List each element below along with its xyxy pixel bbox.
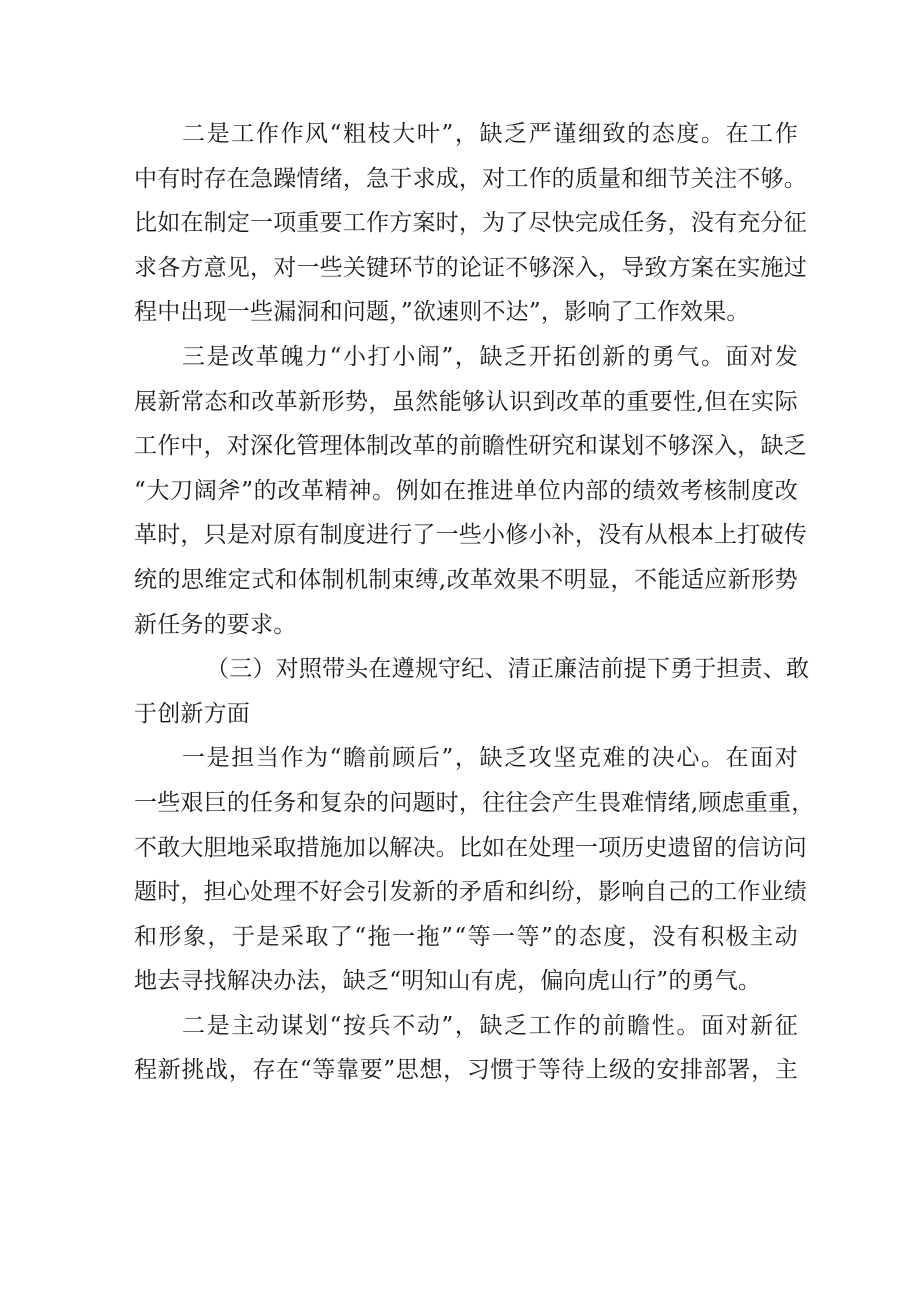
- text-line: （ 三 ） 对 照 带 头 在 遵 规 守 纪 、 清 正 廉 洁 前 提 下 勇 于 担 责 、 敢: [206, 656, 810, 683]
- text-line: 工 作 中 ， 对 深 化 管 理 体 制 改 革 的 前 瞻 性 研 究 和 谋 划 不 够 深 入 ， 缺 乏: [134, 433, 807, 460]
- text-line: 于创新方面: [134, 700, 250, 727]
- text-line: 程中出现一些漏洞和问题，”欲速则不达”，影响了工作效果。: [134, 299, 750, 326]
- text-line: “ 大 刀 阔 斧 ” 的 改 革 精 神 。 例 如 在 推 进 单 位 内 部 的 绩 效 考 核 制 度 改: [134, 477, 798, 504]
- text-line: 统 的 思 维 定 式 和 体 制 机 制 束 缚 , 改 革 效 果 不 明 显 ， 不 能 适 应 新 形 势: [134, 566, 798, 593]
- text-line: 三 是 改 革 魄 力 “ 小 打 小 闹 ” ， 缺 乏 开 拓 创 新 的 勇 气 。 面 对 发: [182, 343, 798, 370]
- text-line: 和 形 象 ， 于 是 采 取 了 “ 拖 一 拖 ” “ 等 一 等 ” 的 态 度 ， 没 有 积 极 主 动: [134, 923, 798, 950]
- text-line: 一 些 艰 巨 的 任 务 和 复 杂 的 问 题 时 ， 往 往 会 产 生 畏 难 情 绪 , 顾 虑 重 重 ，: [134, 789, 815, 816]
- text-line: 求 各 方 意 见 ， 对 一 些 关 键 环 节 的 论 证 不 够 深 入 ， 导 致 方 案 在 实 施 过: [134, 254, 807, 281]
- text-line: 比 如 在 制 定 一 项 重 要 工 作 方 案 时 ， 为 了 尽 快 完 成 任 务 ， 没 有 充 分 征: [134, 210, 807, 237]
- text-line: 革 时 ， 只 是 对 原 有 制 度 进 行 了 一 些 小 修 小 补 ， 没 有 从 根 本 上 打 破 传: [134, 522, 807, 549]
- text-line: 中 有 时 存 在 急 躁 情 绪 ， 急 于 求 成 ， 对 工 作 的 质 量 和 细 节 关 注 不 够 。: [134, 165, 807, 192]
- text-line: 题 时 ， 担 心 处 理 不 好 会 引 发 新 的 矛 盾 和 纠 纷 ， 影 响 自 己 的 工 作 业 绩: [134, 879, 807, 906]
- text-line: 程 新 挑 战 ， 存 在 “ 等 靠 要 ” 思 想 ， 习 惯 于 等 待 上 级 的 安 排 部 署 ， 主: [134, 1057, 798, 1084]
- text-line: 新任务的要求。: [134, 611, 297, 638]
- document-body: [134, 112, 815, 1093]
- text-line: 二 是 主 动 谋 划 “ 按 兵 不 动 ” ， 缺 乏 工 作 的 前 瞻 性 。 面 对 新 征: [182, 1012, 798, 1039]
- text-line: 不 敢 大 胆 地 采 取 措 施 加 以 解 决 。 比 如 在 处 理 一 项 历 史 遗 留 的 信 访 问: [134, 834, 807, 861]
- text-line: 一 是 担 当 作 为 “ 瞻 前 顾 后 ” ， 缺 乏 攻 坚 克 难 的 决 心 。 在 面 对: [182, 745, 798, 772]
- text-line: 地去寻找解决办法，缺乏“明知山有虎，偏向虎山行”的勇气。: [134, 968, 762, 995]
- text-line: 展 新 常 态 和 改 革 新 形 势 ， 虽 然 能 够 认 识 到 改 革 的 重 要 性 , 但 在 实 际: [134, 388, 798, 415]
- text-line: 二 是 工 作 作 风 “ 粗 枝 大 叶 ” ， 缺 乏 严 谨 细 致 的 态 度 。 在 工 作: [182, 121, 798, 147]
